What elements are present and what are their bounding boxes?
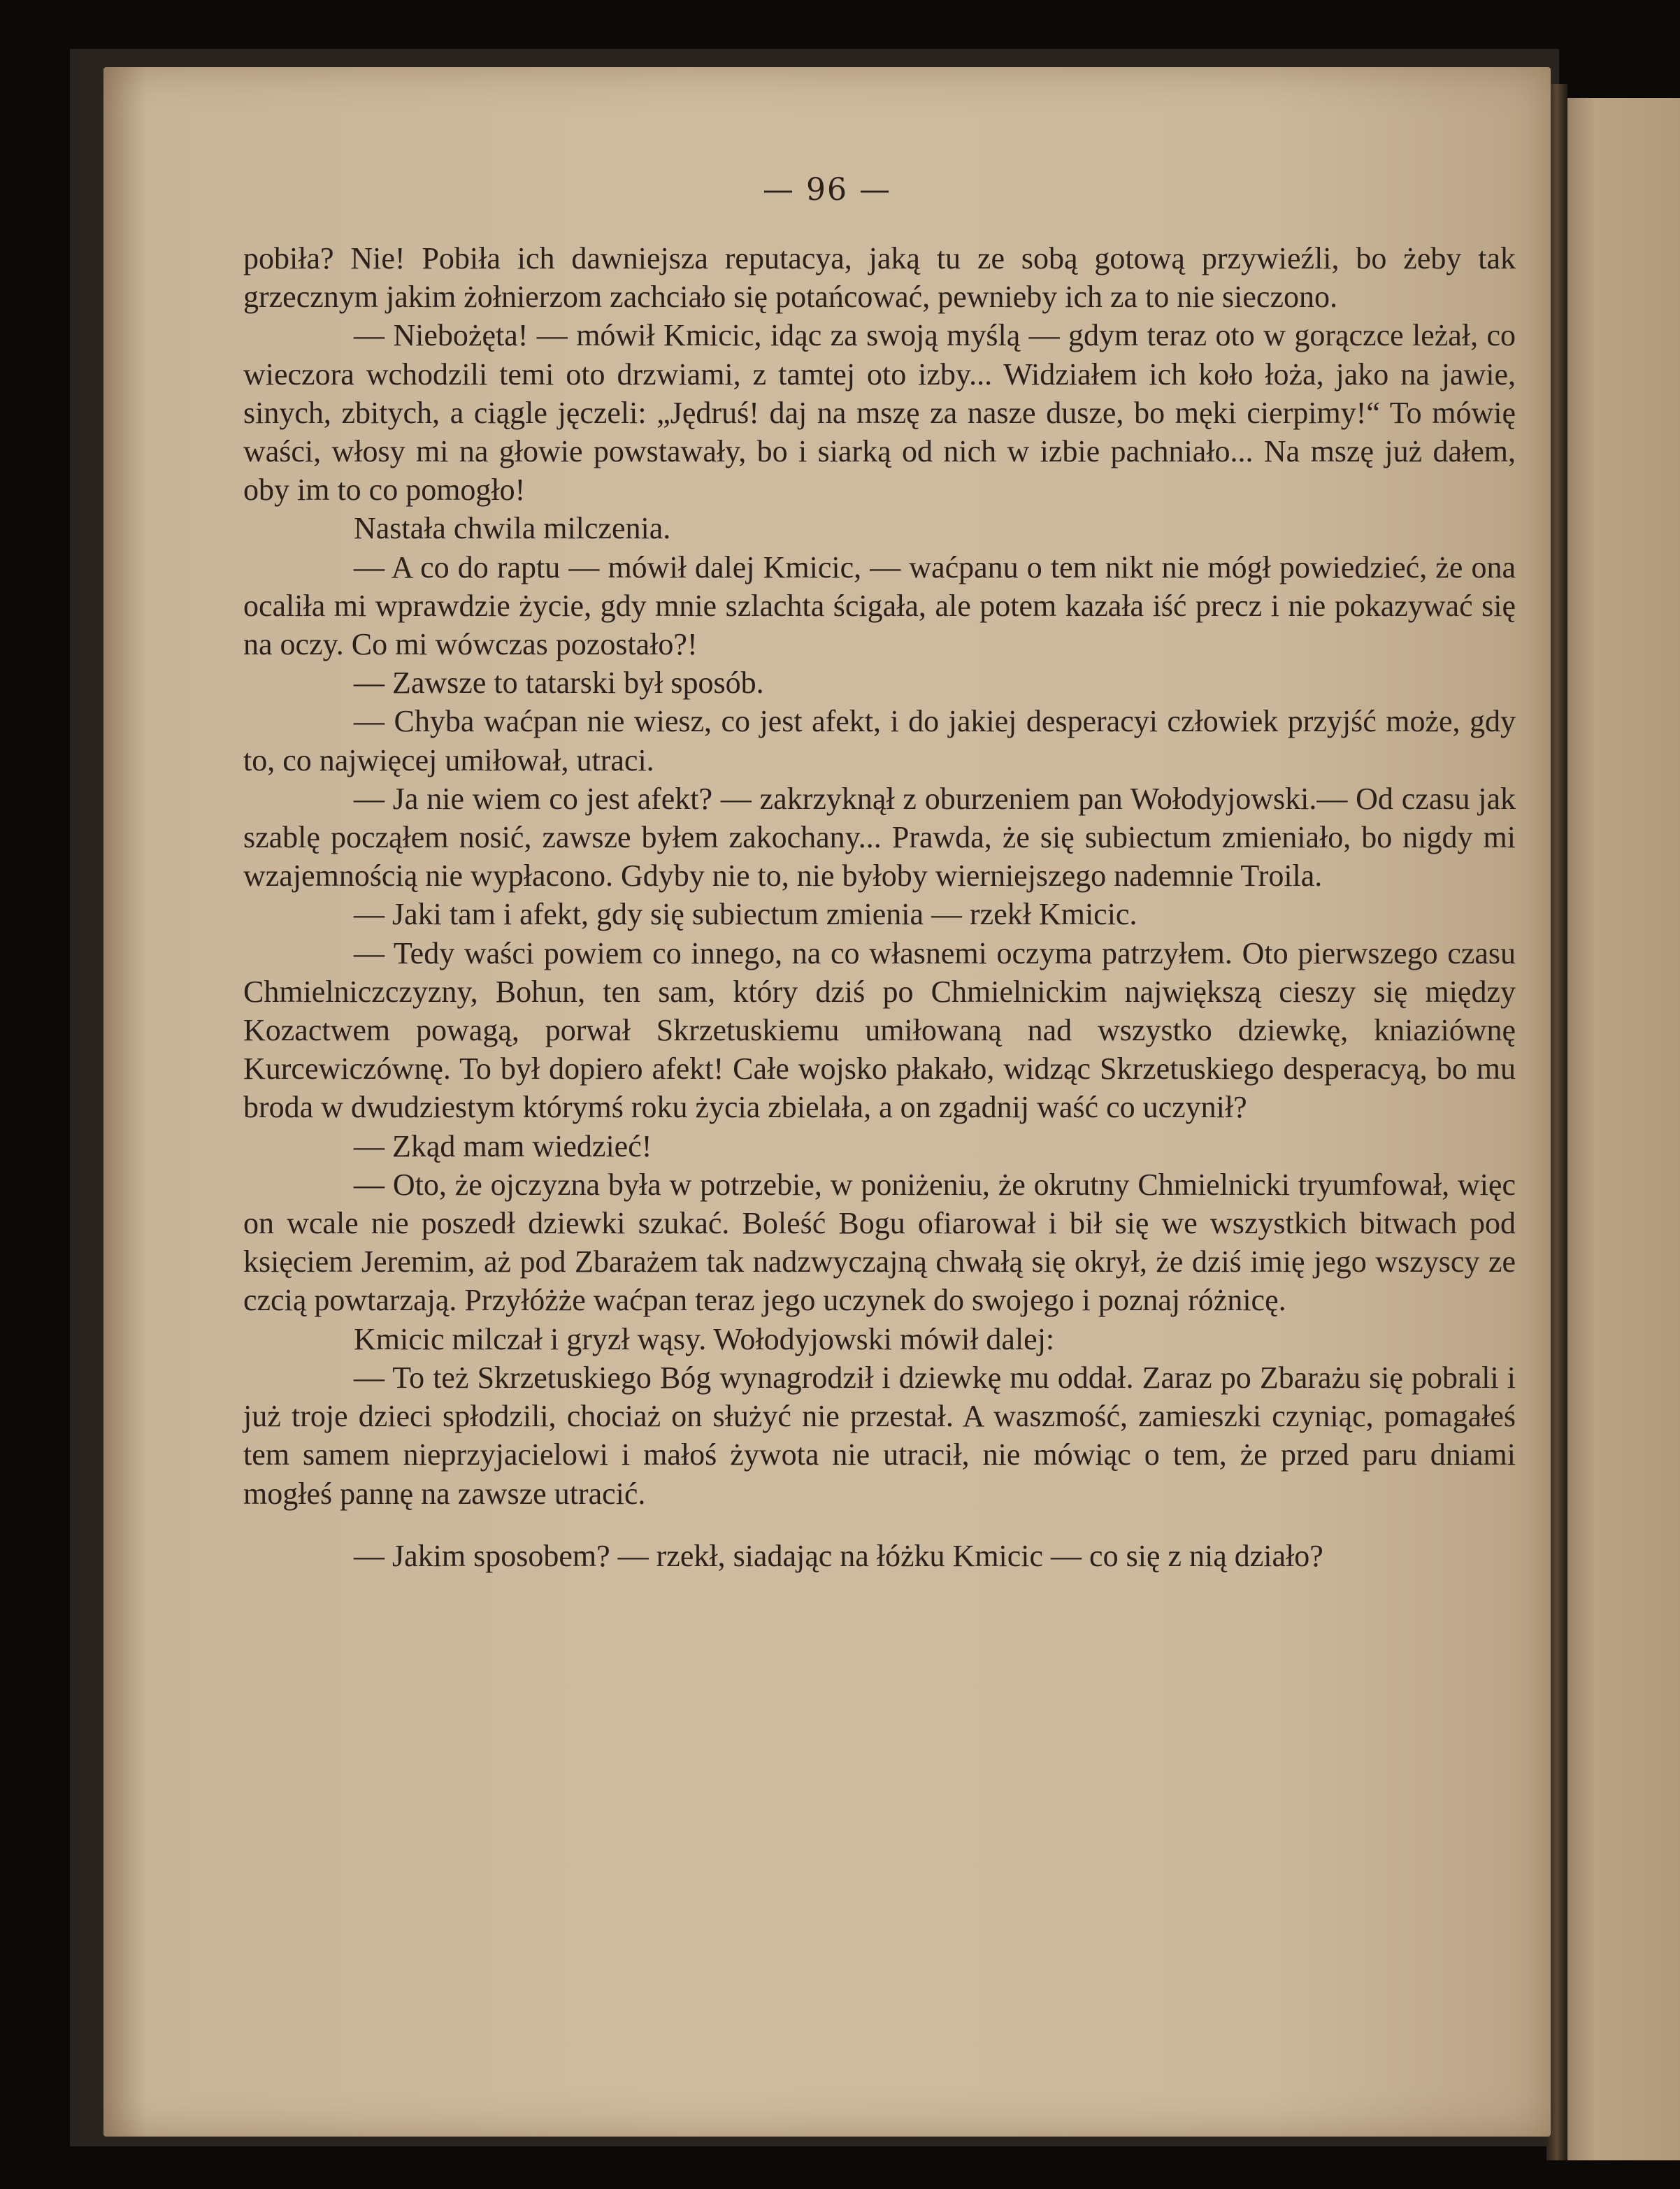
paragraph: — Jakim sposobem? — rzekł, siadając na łóżku Kmicic — co się z nią działo? — [354, 1538, 1323, 1573]
next-page-edge — [1559, 98, 1680, 2160]
paragraph: — Ja nie wiem co jest afekt? — zakrzyknął z oburzeniem pan Wołodyjowski.— Od czasu jak szablę począłem nosić, zawsze byłem zakochany... Prawda, że się subiectum zmieniało, bo nigdy mi wzajemnością nie wypłacono. Gdyby nie to, nie byłoby wierniejszego nademnie Troila. — [243, 781, 1516, 893]
page-text — [243, 239, 1516, 1575]
page-number: — 96 — — [763, 172, 891, 208]
paragraph: — Oto, że ojczyzna była w potrzebie, w poniżeniu, że okrutny Chmielnicki tryumfował, więc on wcale nie poszedł dziewki szukać. Boleść Bogu ofiarował i bił się we wszystkich bitwach pod księciem Jeremim, aż pod Zbarażem tak nadzwyczajną chwałą się okrył, że dziś imię jego wszyscy ze czcią powtarzają. Przyłóżże waćpan teraz jego uczynek do swojego i poznaj różnicę. — [243, 1167, 1516, 1318]
paragraph: Nastała chwila milczenia. — [354, 511, 671, 546]
paragraph: — A co do raptu — mówił dalej Kmicic, — waćpanu o tem nikt nie mógł powiedzieć, że ona ocaliła mi wprawdzie życie, gdy mnie szlachta ścigała, ale potem kazała iść precz i nie pokazywać się na oczy. Co mi wówczas pozostało?! — [243, 550, 1516, 662]
paragraph: — Chyba waćpan nie wiesz, co jest afekt, i do jakiej desperacyi człowiek przyjść może, gdy to, co najwięcej umiłował, utraci. — [243, 704, 1516, 777]
paragraph: pobiła? Nie! Pobiła ich dawniejsza reputacya, jaką tu ze sobą gotową przywieźli, bo żeby tak grzecznym jakim żołnierzom zachciało się potańcować, pewnieby ich za to nie sieczono. — [243, 241, 1516, 315]
paragraph: — Niebożęta! — mówił Kmicic, idąc za swoją myślą — gdym teraz oto w gorączce leżał, co wieczora wchodzili temi oto drzwiami, z tamtej oto izby... Widziałem ich koło łoża, jako na jawie, sinych, zbitych, a ciągle jęczeli: „Jędruś! daj na mszę za nasze dusze, bo męki cierpimy!“ To mówię waści, włosy mi na głowie powstawały, bo i siarką od nich w izbie pachniało... Na mszę już dałem, oby im to co pomogło! — [243, 318, 1516, 508]
paragraph: Kmicic milczał i gryzł wąsy. Wołodyjowski mówił dalej: — [354, 1321, 1055, 1356]
paragraph: — Zawsze to tatarski był sposób. — [354, 666, 764, 701]
paragraph: — Tedy waści powiem co innego, na co własnemi oczyma patrzyłem. Oto pierwszego czasu Chmielniczczyzny, Bohun, ten sam, który dziś po Chmielnickim największą cieszy się między Kozactwem powagą, porwał Skrzetuskiemu umiłowaną nad wszystko dziewkę, kniaziównę Kurcewiczównę. To był dopiero afekt! Całe wojsko płakało, widząc Skrzetuskiego desperacyą, bo mu broda w dwudziestym którymś roku życia zbielała, a on zgadnij waść co uczynił? — [243, 935, 1516, 1125]
book-page — [103, 67, 1551, 2137]
paragraph: — Zkąd mam wiedzieć! — [354, 1128, 652, 1163]
paragraph: — Jaki tam i afekt, gdy się subiectum zmienia — rzekł Kmicic. — [354, 897, 1137, 932]
paragraph-gap — [243, 1513, 1516, 1537]
paragraph: — To też Skrzetuskiego Bóg wynagrodził i dziewkę mu oddał. Zaraz po Zbarażu się pobrali i już troje dzieci spłodzili, chociaż on służyć nie przestał. A waszmość, zamieszki czyniąc, pomagałeś tem samem nieprzyjacielowi i małoś żywota nie utracił, nie mówiąc o tem, że przed paru dniami mogłeś pannę na zawsze utracić. — [243, 1360, 1516, 1511]
